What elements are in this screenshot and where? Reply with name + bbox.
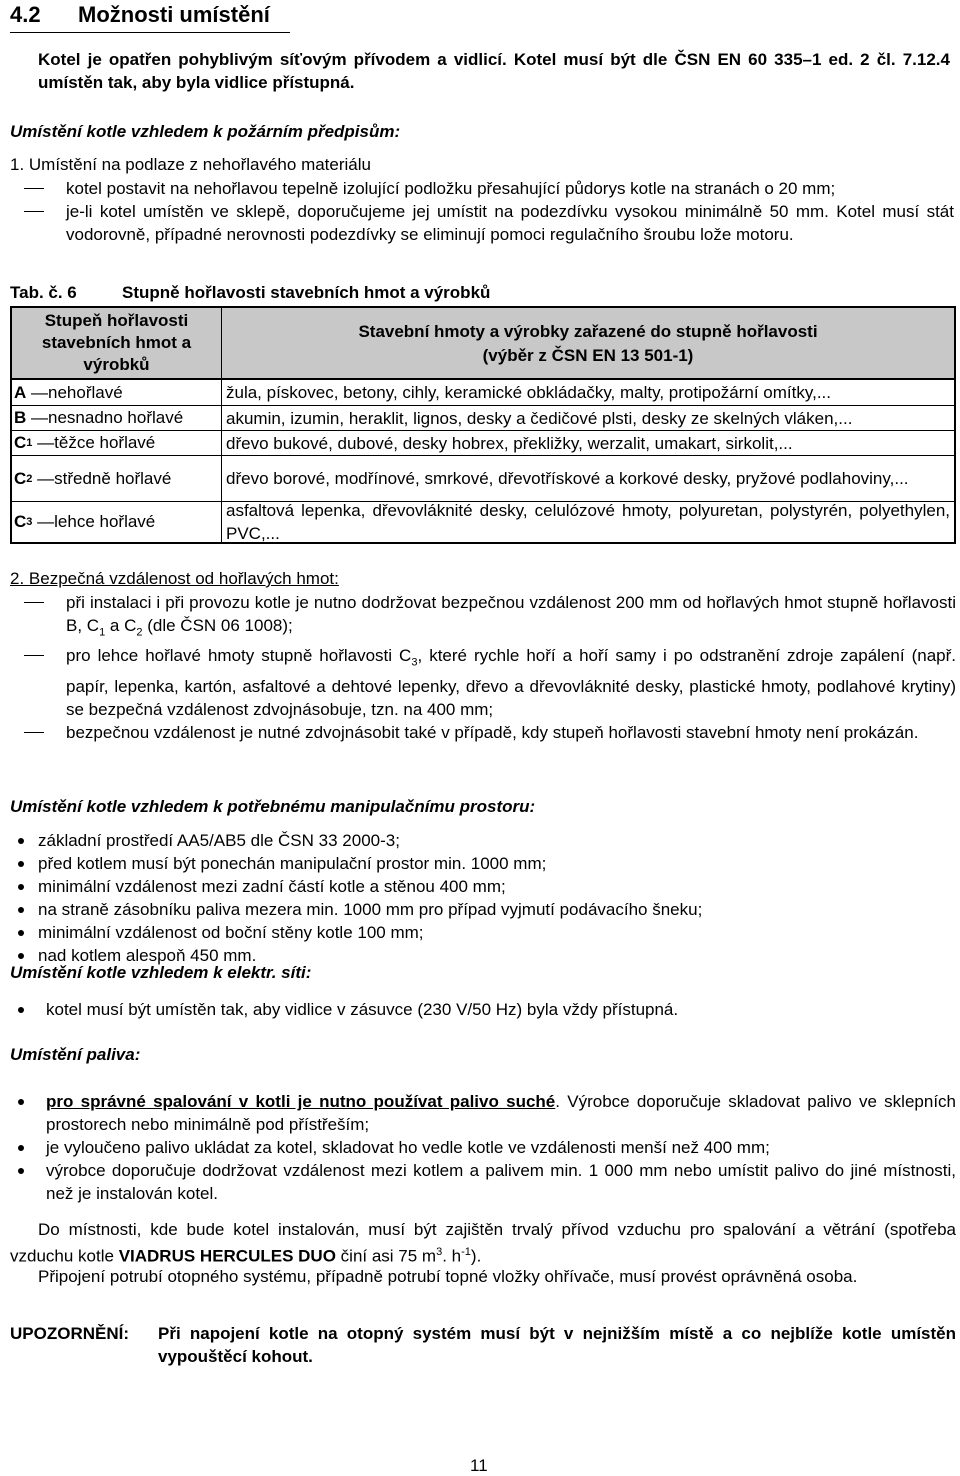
fuel-list	[10, 1090, 956, 1205]
intro-paragraph: Kotel je opatřen pohyblivým síťovým přívodem a vidlicí. Kotel musí být dle ČSN EN 60 335–1 ed. 2 čl. 7.12.4 umístěn tak, aby byla vidlice přístupná.	[38, 50, 950, 92]
table-caption-title: Stupně hořlavosti stavebních hmot a výrobků	[122, 283, 491, 302]
flammability-table	[10, 306, 956, 544]
section-title: Možnosti umístění	[78, 2, 270, 27]
bullet-icon	[18, 1168, 24, 1174]
heating-note: Připojení potrubí otopného systému, případně potrubí topné vložky ohřívače, musí provést oprávněná osoba.	[38, 1267, 858, 1286]
header-materials: Stavební hmoty a výrobky zařazené do stupně hořlavosti (výběr z ČSN EN 13 501-1)	[358, 322, 818, 365]
grade-cell: C 3 — lehce hořlavé	[12, 502, 222, 542]
bullet-icon	[18, 884, 24, 890]
bullet-icon	[18, 930, 24, 936]
table-row	[12, 456, 954, 502]
air-paragraph: Do místnosti, kde bude kotel instalován, musí být zajištěn trvalý přívod vzduchu pro spalování a větrání (spotřeba vzduchu kotle VIADRUS HERCULES DUO činí asi 75 $m^3$. $h^{-1}$).	[10, 1220, 956, 1266]
fire-point2-title: 2. Bezpečná vzdálenost od hořlavých hmot:	[10, 569, 339, 588]
dash-icon	[24, 732, 44, 733]
fire-point2-list	[10, 591, 956, 744]
list-item: je vyloučeno palivo ukládat za kotel, skladovat ho vedle kotle ve vzdálenosti menší než 400 mm;	[10, 1136, 956, 1159]
section-number: 4.2	[10, 2, 41, 27]
bullet-icon	[18, 953, 24, 959]
dash-icon	[24, 655, 44, 656]
dash-icon	[24, 602, 44, 603]
elec-heading: Umístění kotle vzhledem k elektr. síti:	[10, 963, 312, 982]
bullet-icon	[18, 1099, 24, 1105]
list-item: je-li kotel umístěn ve sklepě, doporučujeme jej umístit na podezdívku vysokou minimálně 50 mm. Kotel musí stát vodorovně, případné nerovnosti podezdívky se eliminují pomoci regulačního šroubu lože motoru.	[10, 200, 954, 246]
bullet-icon	[18, 838, 24, 844]
materials-cell: dřevo bukové, dubové, desky hobrex, překližky, werzalit, umakart, sirkolit,...	[226, 433, 793, 453]
materials-cell: asfaltová lepenka, dřevovláknité desky, celulózové hmoty, polyuretan, polystyrén, polyethylen, PVC,...	[226, 501, 950, 543]
fire-heading: Umístění kotle vzhledem k požárním předpisům:	[10, 122, 401, 141]
materials-cell: žula, pískovec, betony, cihly, keramické obkládačky, malty, protipožární omítky,...	[226, 383, 831, 402]
grade-cell: C 2 — středně hořlavé	[12, 456, 222, 501]
table-row	[12, 380, 954, 406]
warning-label: UPOZORNĚNÍ:	[10, 1324, 129, 1343]
list-item: minimální vzdálenost mezi zadní částí kotle a stěnou 400 mm;	[10, 875, 950, 898]
list-item: pro lehce hořlavé hmoty stupně hořlavosti $C_3$, které rychle hoří a hoří samy i po odstranění zdroje zapálení (např. papír, lepenka, kartón, asfaltové a dehtové lepenky, dřevo a dřevovláknité desky, plastické hmoty, podlahové krytiny) se bezpečná vzdálenost zdvojnásobuje, tzn. na 400 mm;	[10, 644, 956, 720]
table-header	[12, 308, 954, 380]
page-number: 11	[470, 1456, 488, 1475]
warning-text: Při napojení kotle na otopný systém musí být v nejnižším místě a co nejblíže kotle umístěn vypouštěcí kohout.	[158, 1324, 956, 1366]
section-heading	[10, 2, 290, 33]
fire-point1-title: 1. Umístění na podlaze z nehořlavého materiálu	[10, 155, 371, 174]
table-caption-label: Tab. č. 6	[10, 283, 77, 302]
list-item: bezpečnou vzdálenost je nutné zdvojnásobit také v případě, kdy stupeň hořlavosti stavební hmoty není prokázán.	[10, 721, 956, 744]
table-row	[12, 406, 954, 431]
materials-cell: akumin, izumin, heraklit, lignos, desky a čedičové plsti, desky ze skelných vláken,...	[226, 408, 853, 428]
list-item: nad kotlem alespoň 450 mm.	[10, 944, 950, 967]
brand-name: VIADRUS HERCULES DUO	[118, 1246, 336, 1266]
bullet-icon	[18, 1007, 24, 1013]
manip-list	[10, 829, 950, 967]
grade-cell: B — nesnadno hořlavé	[12, 406, 222, 430]
table-row	[12, 502, 954, 542]
list-item: minimální vzdálenost od boční stěny kotle 100 mm;	[10, 921, 950, 944]
bullet-icon	[18, 1145, 24, 1151]
elec-list	[10, 998, 950, 1021]
bullet-icon	[18, 907, 24, 913]
grade-cell: A — nehořlavé	[12, 380, 222, 405]
list-item: na straně zásobníku paliva mezera min. 1000 mm pro případ vyjmutí podávacího šneku;	[10, 898, 950, 921]
list-item: výrobce doporučuje dodržovat vzdálenost mezi kotlem a palivem min. 1 000 mm nebo umístit palivo do jiné místnosti, než je instalován kotel.	[10, 1159, 956, 1205]
manip-heading: Umístění kotle vzhledem k potřebnému manipulačnímu prostoru:	[10, 797, 536, 816]
list-item: pro správné spalování v kotli je nutno používat palivo suché. Výrobce doporučuje skladovat palivo ve sklepních prostorech nebo minimálně pod přístřeším;	[10, 1090, 956, 1136]
dash-icon	[24, 211, 44, 212]
list-item: základní prostředí AA5/AB5 dle ČSN 33 2000-3;	[10, 829, 950, 852]
list-item: před kotlem musí být ponechán manipulační prostor min. 1000 mm;	[10, 852, 950, 875]
grade-cell: C 1 — těžce hořlavé	[12, 431, 222, 455]
list-item: kotel postavit na nehořlavou tepelně izolující podložku přesahující půdorys kotle na stranách o 20 mm;	[10, 177, 954, 200]
fuel-heading: Umístění paliva:	[10, 1045, 141, 1064]
list-item: při instalaci i při provozu kotle je nutno dodržovat bezpečnou vzdálenost 200 mm od hořlavých hmot stupně hořlavosti B, $C_1$ a $C_2$ (dle ČSN 06 1008);	[10, 591, 956, 644]
dash-icon	[24, 188, 44, 189]
materials-cell: dřevo borové, modřínové, smrkové, dřevotřískové a korkové desky, pryžové podlahoviny,...	[226, 469, 909, 488]
list-item: kotel musí být umístěn tak, aby vidlice v zásuvce (230 V/50 Hz) byla vždy přístupná.	[10, 998, 950, 1021]
table-row	[12, 431, 954, 456]
bullet-icon	[18, 861, 24, 867]
table-caption	[10, 281, 77, 304]
header-grade: Stupeň hořlavosti stavebních hmot a výrobků	[12, 308, 222, 378]
fire-point1-list	[10, 177, 954, 246]
